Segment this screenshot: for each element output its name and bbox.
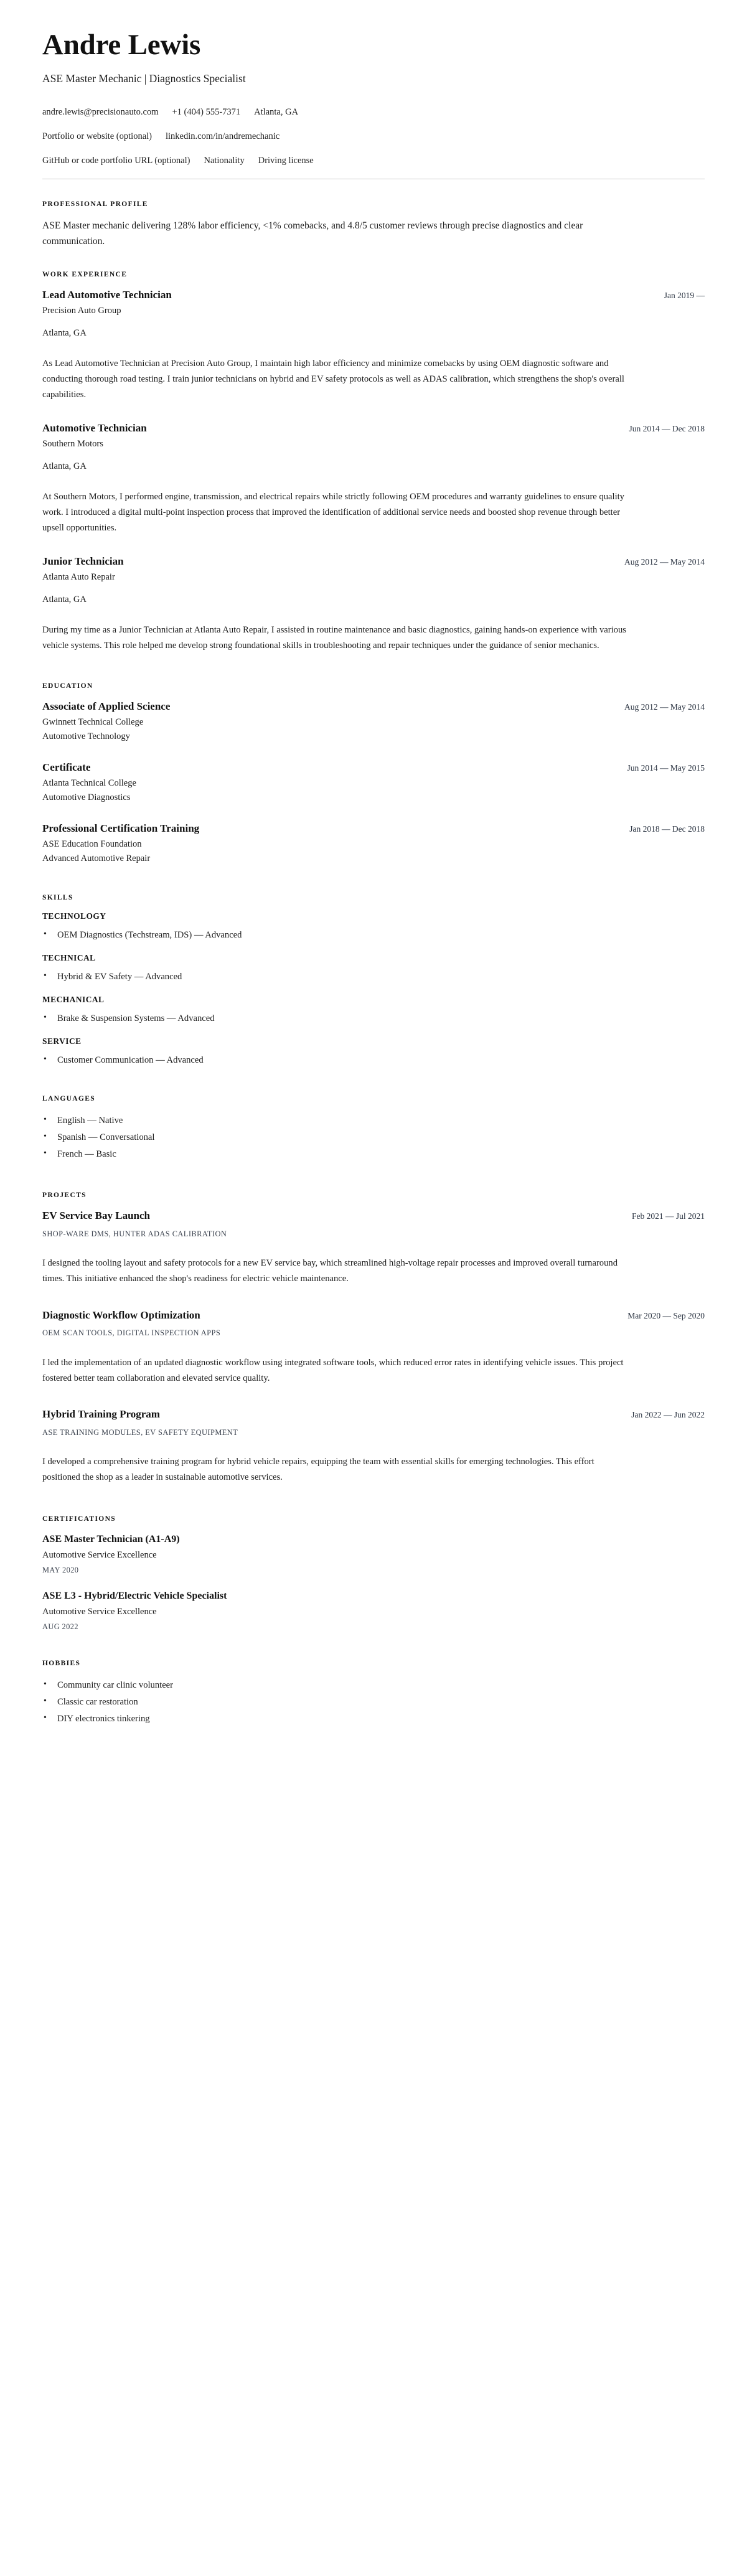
education-entry-header [42,822,705,836]
project-date: Mar 2020 — Sep 2020 [627,1310,705,1320]
education-school: Gwinnett Technical College [42,717,144,728]
section-title-certifications: CERTIFICATIONS [42,1515,116,1523]
education-degree: Certificate [42,761,91,774]
contact-nationality-placeholder[interactable]: Nationality [204,155,245,166]
candidate-headline: ASE Master Mechanic | Diagnostics Specialist [42,72,246,85]
work-description: During my time as a Junior Technician at Atlanta Auto Repair, I assisted in routine maintenance and basic diagnostics, gaining hands-on experience with various vehicle systems. This role helped me develop strong foundational skills in troubleshooting and repair techniques under the guidance of senior mechanics. [42,625,626,651]
skill-item: • Hybrid & EV Safety — Advanced [42,969,705,985]
skill-list [42,1010,705,1027]
work-role: Junior Technician [42,555,124,568]
section-title-languages: LANGUAGES [42,1095,95,1103]
contact-linkedin[interactable]: linkedin.com/in/andremechanic [165,131,280,141]
skill-group [42,995,705,1027]
work-company: Precision Auto Group [42,305,121,316]
contact-row-primary [42,106,705,120]
certification-date: MAY 2020 [42,1565,79,1574]
project-entry [42,1408,705,1485]
contact-row-extra [42,154,705,168]
project-entry [42,1309,705,1386]
section-certifications [42,1515,705,1632]
work-date: Jun 2014 — Dec 2018 [629,423,705,433]
education-field: Automotive Technology [42,731,130,742]
language-item: • French — Basic [42,1146,705,1163]
project-entry-header [42,1309,705,1323]
skill-list [42,927,705,944]
contact-portfolio-placeholder[interactable]: Portfolio or website (optional) [42,131,152,141]
education-school: Atlanta Technical College [42,778,136,789]
section-projects [42,1192,705,1485]
hobby-item: • DIY electronics tinkering [42,1711,705,1728]
work-company: Southern Motors [42,438,103,449]
work-date: Aug 2012 — May 2014 [624,557,705,567]
education-date: Aug 2012 — May 2014 [624,702,705,712]
section-title-hobbies: HOBBIES [42,1660,81,1667]
resume-header [42,30,705,179]
work-role: Lead Automotive Technician [42,288,172,301]
section-hobbies [42,1660,705,1728]
education-field: Advanced Automotive Repair [42,853,151,864]
language-list [42,1112,705,1163]
certification-issuer: Automotive Service Excellence [42,1606,157,1617]
education-degree: Associate of Applied Science [42,700,171,713]
project-name: EV Service Bay Launch [42,1210,151,1222]
certification-name: ASE Master Technician (A1-A9) [42,1534,180,1545]
work-entry-header [42,555,705,569]
education-degree: Professional Certification Training [42,822,200,835]
section-title-education: EDUCATION [42,682,93,690]
work-company: Atlanta Auto Repair [42,572,115,582]
project-tech-list: ASE TRAINING MODULES, EV SAFETY EQUIPMENT [42,1427,238,1437]
education-school: ASE Education Foundation [42,839,142,850]
work-date: Jan 2019 — [664,290,705,300]
language-item: • English — Native [42,1112,705,1129]
education-entry-header [42,761,705,775]
work-description: At Southern Motors, I performed engine, transmission, and electrical repairs while strictly following OEM procedures and warranty guidelines to ensure quality work. I introduced a digital multi-point inspection process that improved the identification of additional service needs and boosted shop revenue through better upsell opportunities. [42,491,624,533]
skill-category: TECHNOLOGY [42,911,106,921]
skill-item: • Customer Communication — Advanced [42,1052,705,1069]
education-entry [42,822,705,865]
section-professional-profile [42,200,705,249]
section-title-profile: PROFESSIONAL PROFILE [42,200,148,209]
work-description: As Lead Automotive Technician at Precision Auto Group, I maintain high labor efficiency and minimize comebacks by using OEM diagnostic software and conducting thorough road testing. I train junior technicians on hybrid and EV safety protocols as well as ADAS calibration, which strengthens the shop's overall capabilities. [42,358,624,400]
skill-list [42,1052,705,1069]
candidate-name: Andre Lewis [42,29,201,61]
education-field: Automotive Diagnostics [42,792,131,803]
contact-email[interactable]: andre.lewis@precisionauto.com [42,107,159,118]
work-entry [42,555,705,654]
work-location: Atlanta, GA [42,327,87,338]
profile-summary-text: ASE Master mechanic delivering 128% labor efficiency, <1% comebacks, and 4.8/5 customer reviews through precise diagnostics and clear communication. [42,220,583,247]
certification-issuer: Automotive Service Excellence [42,1549,157,1560]
skill-item: • Brake & Suspension Systems — Advanced [42,1010,705,1027]
project-tech-list: OEM SCAN TOOLS, DIGITAL INSPECTION APPS [42,1328,221,1338]
hobby-item: • Classic car restoration [42,1694,705,1711]
project-description: I developed a comprehensive training program for hybrid vehicle repairs, equipping the team with essential skills for emerging technologies. This effort positioned the shop as a leader in sustainable automotive services. [42,1457,594,1483]
contact-github-placeholder[interactable]: GitHub or code portfolio URL (optional) [42,155,190,166]
work-entry [42,421,705,536]
skill-list [42,969,705,985]
project-description: I led the implementation of an updated diagnostic workflow using integrated software tools, which reduced error rates in identifying vehicle issues. This project fostered better team collaboration and elevated service quality. [42,1357,624,1383]
section-languages [42,1095,705,1163]
education-entry-header [42,700,705,714]
skill-group [42,911,705,944]
contact-location: Atlanta, GA [254,107,299,118]
work-location: Atlanta, GA [42,595,87,605]
education-date: Jan 2018 — Dec 2018 [629,824,705,834]
skill-group [42,1037,705,1069]
work-location: Atlanta, GA [42,461,87,471]
certification-name: ASE L3 - Hybrid/Electric Vehicle Specialist [42,1591,227,1602]
hobby-item: • Community car clinic volunteer [42,1677,705,1694]
project-name: Diagnostic Workflow Optimization [42,1309,200,1321]
project-tech-list: SHOP-WARE DMS, HUNTER ADAS CALIBRATION [42,1229,227,1238]
contact-driving-license-placeholder[interactable]: Driving license [258,155,314,166]
skill-group [42,953,705,985]
section-title-work: WORK EXPERIENCE [42,270,128,278]
section-skills [42,894,705,1069]
skill-category: SERVICE [42,1037,82,1046]
section-work-experience [42,271,705,654]
project-entry-header [42,1408,705,1422]
project-description: I designed the tooling layout and safety protocols for a new EV service bay, which streamlined high-voltage repair processes and improved overall turnaround times. This initiative enhanced the shop's readiness for electric vehicle maintenance. [42,1258,618,1284]
work-entry-header [42,421,705,436]
work-entry-header [42,288,705,303]
project-entry [42,1209,705,1287]
skill-category: MECHANICAL [42,995,105,1005]
contact-row-web [42,130,705,144]
certification-entry [42,1533,705,1576]
education-entry [42,761,705,804]
project-date: Jan 2022 — Jun 2022 [631,1409,705,1419]
section-title-skills: SKILLS [42,894,73,902]
certification-date: AUG 2022 [42,1622,78,1631]
project-entry-header [42,1209,705,1223]
education-entry [42,700,705,743]
education-date: Jun 2014 — May 2015 [627,763,705,773]
project-date: Feb 2021 — Jul 2021 [631,1211,705,1221]
work-entry [42,288,705,403]
section-title-projects: PROJECTS [42,1192,87,1200]
work-role: Automotive Technician [42,421,147,434]
certification-entry [42,1589,705,1632]
section-education [42,682,705,865]
project-name: Hybrid Training Program [42,1408,160,1420]
skill-item: • OEM Diagnostics (Techstream, IDS) — Advanced [42,927,705,944]
contact-phone[interactable]: +1 (404) 555-7371 [172,107,241,118]
skill-category: TECHNICAL [42,953,96,963]
language-item: • Spanish — Conversational [42,1129,705,1146]
hobby-list [42,1677,705,1728]
